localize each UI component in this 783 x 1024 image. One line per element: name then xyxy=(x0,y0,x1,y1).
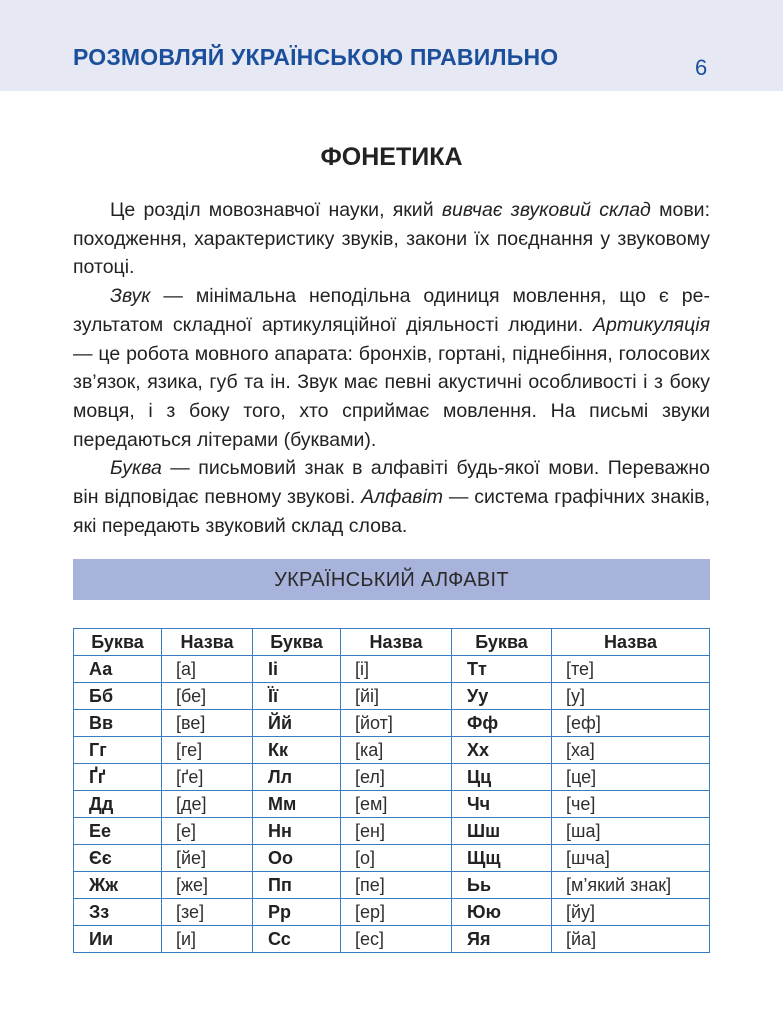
letter-name-cell: [бе] xyxy=(162,683,253,710)
letter-name-cell: [йот] xyxy=(341,710,452,737)
letter-cell: Іі xyxy=(253,656,341,683)
letter-name-cell: [ге] xyxy=(162,737,253,764)
letter-name-cell: [че] xyxy=(552,791,710,818)
letter-name-cell: [пе] xyxy=(341,872,452,899)
letter-name-cell: [йе] xyxy=(162,845,253,872)
table-row xyxy=(74,710,710,737)
page-header xyxy=(0,0,783,91)
italic-term: Алфавіт xyxy=(361,486,444,509)
letter-cell: Вв xyxy=(74,710,162,737)
alphabet-title: УКРАЇНСЬКИЙ АЛФАВІТ xyxy=(73,559,710,600)
table-row xyxy=(74,737,710,764)
column-header-name: Назва xyxy=(552,629,710,656)
letter-name-cell: [і] xyxy=(341,656,452,683)
text-run: Це розділ мовознавчої науки, який xyxy=(110,199,442,221)
letter-cell: Ґґ xyxy=(74,764,162,791)
letter-name-cell: [ем] xyxy=(341,791,452,818)
letter-cell: Кк xyxy=(253,737,341,764)
letter-cell: Фф xyxy=(452,710,552,737)
column-header-letter: Буква xyxy=(74,629,162,656)
letter-cell: Дд xyxy=(74,791,162,818)
italic-term: Артикуляція xyxy=(593,313,710,336)
letter-cell: Аа xyxy=(74,656,162,683)
letter-name-cell: [ша] xyxy=(552,818,710,845)
letter-name-cell: [м’який знак] xyxy=(552,872,710,899)
letter-name-cell: [еф] xyxy=(552,710,710,737)
letter-cell: Сс xyxy=(253,926,341,953)
letter-cell: Ии xyxy=(74,926,162,953)
letter-cell: Йй xyxy=(253,710,341,737)
table-row xyxy=(74,656,710,683)
letter-name-cell: [йу] xyxy=(552,899,710,926)
letter-cell: Жж xyxy=(74,872,162,899)
letter-name-cell: [ґе] xyxy=(162,764,253,791)
letter-name-cell: [де] xyxy=(162,791,253,818)
letter-cell: Нн xyxy=(253,818,341,845)
letter-name-cell: [ел] xyxy=(341,764,452,791)
letter-name-cell: [йі] xyxy=(341,683,452,710)
letter-cell: Тт xyxy=(452,656,552,683)
letter-cell: Щщ xyxy=(452,845,552,872)
letter-cell: Ьь xyxy=(452,872,552,899)
paragraph xyxy=(73,454,710,540)
letter-name-cell: [ен] xyxy=(341,818,452,845)
body-text xyxy=(73,196,710,540)
letter-cell: Бб xyxy=(74,683,162,710)
letter-cell: Хх xyxy=(452,737,552,764)
letter-cell: Ее xyxy=(74,818,162,845)
header-title: РОЗМОВЛЯЙ УКРАЇНСЬКОЮ ПРАВИЛЬНО xyxy=(73,44,559,70)
letter-cell: Її xyxy=(253,683,341,710)
column-header-letter: Буква xyxy=(452,629,552,656)
table-header-row xyxy=(74,629,710,656)
column-header-letter: Буква xyxy=(253,629,341,656)
letter-name-cell: [шча] xyxy=(552,845,710,872)
letter-name-cell: [йа] xyxy=(552,926,710,953)
letter-name-cell: [ве] xyxy=(162,710,253,737)
letter-cell: Чч xyxy=(452,791,552,818)
text-run: — система графічних знаків, які передають звуковий склад слова. xyxy=(73,486,710,537)
letter-cell: Яя xyxy=(452,926,552,953)
letter-cell: Юю xyxy=(452,899,552,926)
italic-term: вивчає звуковий склад xyxy=(441,199,651,221)
table-row xyxy=(74,926,710,953)
letter-name-cell: [а] xyxy=(162,656,253,683)
letter-cell: Цц xyxy=(452,764,552,791)
table-row xyxy=(74,683,710,710)
section-title: ФОНЕТИКА xyxy=(320,143,463,171)
text-run: — це робота мовного апарата: бронхів, гортані, піднебіння, голосових зв’язок, язика, губ та ін. Звук має певні акустичні особливості і з боку мовця, і з боку того, хто сприймає мовлення. На письмі звуки передаються літерами (буквами). xyxy=(73,342,710,451)
letter-name-cell: [е] xyxy=(162,818,253,845)
text-run: мови: походження, характеристику звуків, закони їх поєднання у звуковому потоці. xyxy=(73,199,710,279)
column-header-name: Назва xyxy=(341,629,452,656)
italic-term: Звук xyxy=(110,285,151,308)
letter-name-cell: [зе] xyxy=(162,899,253,926)
text-run: — письмовий знак в алфавіті будь-якої мови. Переважно він відповідає певному звукові. xyxy=(73,457,710,509)
letter-cell: Єє xyxy=(74,845,162,872)
letter-name-cell: [и] xyxy=(162,926,253,953)
column-header-name: Назва xyxy=(162,629,253,656)
table-row xyxy=(74,791,710,818)
letter-cell: Рр xyxy=(253,899,341,926)
page-number: 6 xyxy=(695,55,708,80)
letter-cell: Гг xyxy=(74,737,162,764)
letter-name-cell: [ер] xyxy=(341,899,452,926)
table-row xyxy=(74,764,710,791)
letter-cell: Пп xyxy=(253,872,341,899)
letter-name-cell: [ес] xyxy=(341,926,452,953)
table-row xyxy=(74,818,710,845)
letter-name-cell: [ха] xyxy=(552,737,710,764)
letter-cell: Шш xyxy=(452,818,552,845)
table-row xyxy=(74,872,710,899)
letter-name-cell: [же] xyxy=(162,872,253,899)
letter-name-cell: [це] xyxy=(552,764,710,791)
letter-cell: Оо xyxy=(253,845,341,872)
letter-name-cell: [те] xyxy=(552,656,710,683)
paragraph xyxy=(73,196,710,282)
letter-cell: Зз xyxy=(74,899,162,926)
alphabet-table xyxy=(73,628,710,953)
letter-cell: Мм xyxy=(253,791,341,818)
paragraph xyxy=(73,282,710,454)
italic-term: Буква xyxy=(110,457,162,480)
letter-name-cell: [о] xyxy=(341,845,452,872)
letter-name-cell: [у] xyxy=(552,683,710,710)
table-row xyxy=(74,899,710,926)
letter-cell: Лл xyxy=(253,764,341,791)
letter-cell: Уу xyxy=(452,683,552,710)
table-row xyxy=(74,845,710,872)
text-run: — мінімальна неподільна одиниця мовлення, що є результатом складної артикуляційної діяльності людини. xyxy=(73,285,710,336)
letter-name-cell: [ка] xyxy=(341,737,452,764)
